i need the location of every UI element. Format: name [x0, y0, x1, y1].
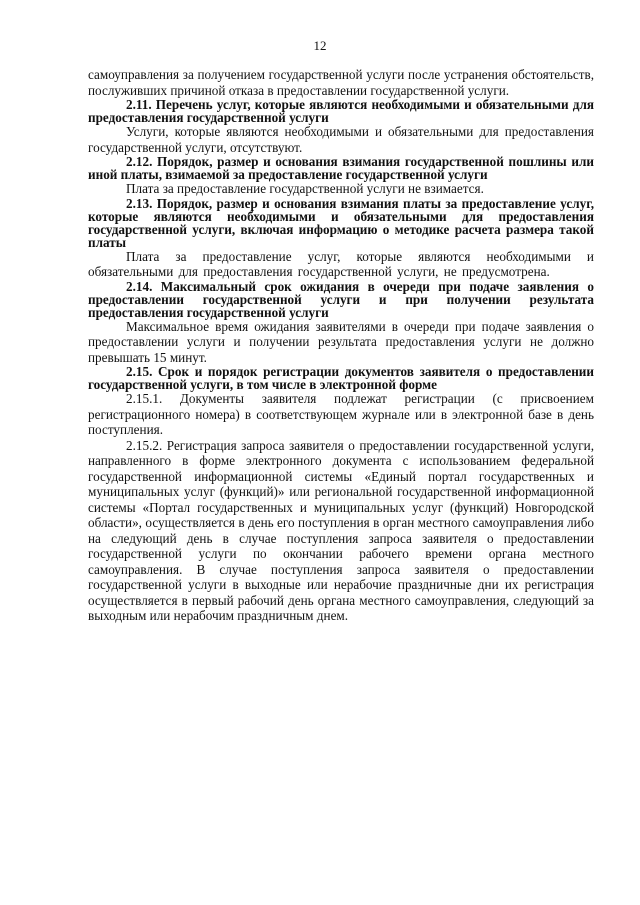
document-body [88, 67, 594, 624]
paragraph-continuation: самоуправления за получением государственной услуги после устранения обстоятельств, послуживших причиной отказа в предоставлении государственной услуги. [88, 67, 594, 98]
paragraph-2-12: Плата за предоставление государственной услуги не взимается. [126, 181, 484, 196]
heading-2-12: 2.12. Порядок, размер и основания взимания государственной пошлины или иной платы, взимаемой за предоставление государственной услуги [88, 154, 594, 182]
paragraph-2-15-2: 2.15.2. Регистрация запроса заявителя о предоставлении государственной услуги, направленного в форме электронного документа с использованием федеральной государственной информационной системы «Единый портал государственных и муниципальных услуг (функций)» или региональной государственной информационной системы «Портал государственных и муниципальных услуг (функций) Новгородской области», осуществляется в день его поступления в орган местного самоуправления либо на следующий день в случае поступления запроса заявителя о предоставлении государственной услуги по окончании рабочего времени органа местного самоуправления. В случае поступления запроса заявителя о предоставлении государственной услуги в выходные или нерабочие праздничные дни их регистрация осуществляется в первый рабочий день органа местного самоуправления, следующий за выходным или нерабочим праздничным днем. [88, 437, 594, 623]
heading-2-14: 2.14. Максимальный срок ожидания в очереди при подаче заявления о предоставлении государственной услуги и при получении результата предоставления государственной услуги [88, 278, 594, 320]
heading-2-11: 2.11. Перечень услуг, которые являются необходимыми и обязательными для предоставления государственной услуги [88, 97, 594, 125]
heading-2-15: 2.15. Срок и порядок регистрации документов заявителя о предоставлении государственной услуги, в том числе в электронной форме [88, 364, 594, 392]
page-number: 12 [313, 38, 327, 53]
paragraph-2-15-1: 2.15.1. Документы заявителя подлежат регистрации (с присвоением регистрационного номера) в соответствующем журнале или в электронной базе в день поступления. [88, 391, 594, 437]
paragraph-2-14: Максимальное время ожидания заявителями в очереди при подаче заявления о предоставлении услуги и получении результата предоставления услуги не должно превышать 15 минут. [88, 318, 594, 365]
heading-2-13: 2.13. Порядок, размер и основания взимания платы за предоставление услуг, которые являются необходимыми и обязательными для предоставления государственной услуги, включая информацию о методике расчета размера такой платы [88, 195, 594, 250]
paragraph-2-11: Услуги, которые являются необходимыми и обязательными для предоставления государственной услуги, отсутствуют. [88, 124, 594, 155]
paragraph-2-13: Плата за предоставление услуг, которые являются необходимыми и обязательными для предоставления государственной услуги, не предусмотрена. [88, 248, 594, 279]
